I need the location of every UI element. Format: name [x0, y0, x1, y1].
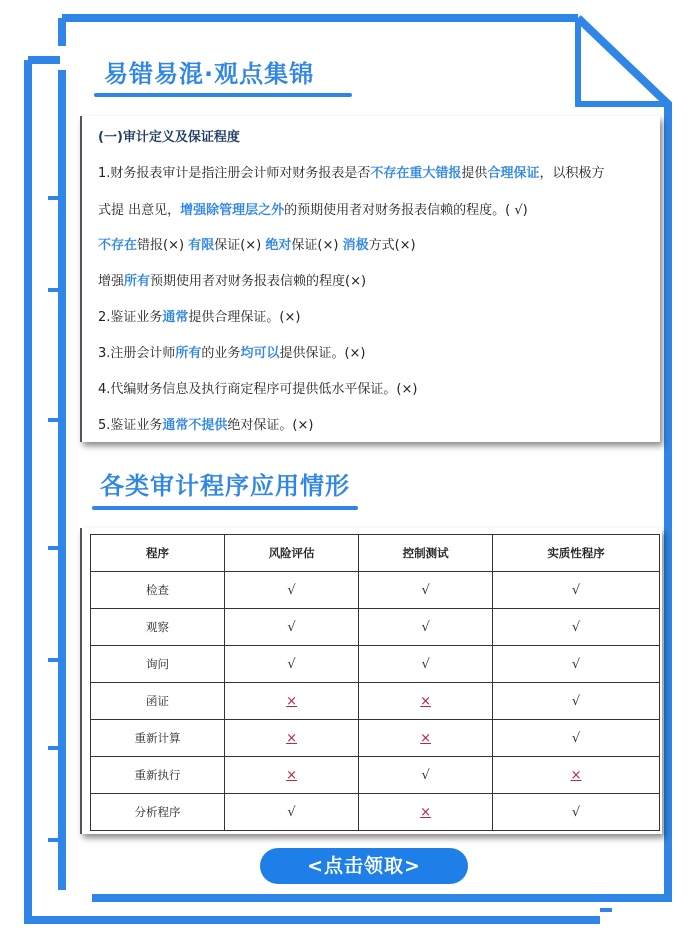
text-line-5: [98, 306, 300, 325]
text: 绝对保证。(×): [227, 418, 314, 433]
procedure-name-cell: 检查: [91, 572, 225, 609]
table-row: [91, 794, 660, 831]
applicability-cell: [359, 609, 493, 646]
applicability-cell: [359, 646, 493, 683]
applicability-cell: [493, 720, 660, 757]
applicability-cell: [493, 757, 660, 794]
text: 5.鉴证业务: [98, 418, 163, 433]
table-row: [91, 609, 660, 646]
applicability-cell: [359, 683, 493, 720]
applicability-cell: [225, 646, 359, 683]
column-header: 程序: [91, 535, 225, 572]
card-heading: (一)审计定义及保证程度: [98, 130, 240, 145]
procedure-name-cell: 重新计算: [91, 720, 225, 757]
column-header: 实质性程序: [493, 535, 660, 572]
check-mark: √: [571, 582, 581, 598]
highlight-text: 绝对: [265, 238, 292, 253]
applicability-cell: [493, 794, 660, 831]
text: 增强: [98, 274, 125, 289]
check-mark: √: [571, 619, 581, 635]
text-line-8: [98, 414, 313, 433]
check-mark: √: [287, 619, 296, 635]
highlight-text: 所有: [175, 346, 202, 361]
text: 提供: [461, 166, 488, 181]
text-line-3: [98, 234, 416, 253]
applicability-cell: [493, 609, 660, 646]
highlight-text: 均可以: [240, 346, 280, 361]
applicability-cell: [359, 572, 493, 609]
audit-definition-card: [80, 116, 660, 442]
table-row: [91, 572, 660, 609]
cross-mark: ×: [286, 767, 298, 783]
text: 式提 出意见，: [98, 203, 181, 218]
applicability-cell: [225, 572, 359, 609]
check-mark: √: [287, 582, 296, 598]
highlight-text: 消极: [342, 238, 369, 253]
section-title-procedures: 各类审计程序应用情形: [100, 472, 350, 500]
text: 3.注册会计师: [98, 346, 176, 361]
text-line-4: [98, 270, 366, 289]
applicability-cell: [359, 720, 493, 757]
text: 保证(×): [291, 238, 343, 253]
highlight-text: 合理保证: [487, 166, 540, 181]
applicability-cell: [225, 757, 359, 794]
check-mark: √: [287, 656, 296, 672]
check-mark: √: [421, 619, 430, 635]
claim-button[interactable]: <点击领取>: [260, 848, 468, 884]
procedures-table: [90, 534, 660, 831]
procedure-name-cell: 询问: [91, 646, 225, 683]
applicability-cell: [493, 683, 660, 720]
text-line-1: [98, 162, 604, 181]
highlight-text: 增强除管理层之外: [180, 203, 285, 218]
column-header: 风险评估: [225, 535, 359, 572]
applicability-cell: [225, 683, 359, 720]
applicability-cell: [225, 794, 359, 831]
section-title-viewpoints: 易错易混·观点集锦: [104, 60, 315, 88]
check-mark: √: [571, 656, 581, 672]
text: 1.财务报表审计是指注册会计师对财务报表是否: [98, 166, 371, 181]
check-mark: √: [421, 582, 430, 598]
highlight-text: 所有: [124, 274, 151, 289]
check-mark: √: [571, 804, 581, 820]
table-body: [91, 572, 660, 831]
table-row: [91, 720, 660, 757]
table-row: [91, 757, 660, 794]
text: ，以积极方: [539, 166, 605, 181]
applicability-cell: [359, 794, 493, 831]
cross-mark: ×: [420, 730, 432, 746]
cross-mark: ×: [420, 804, 432, 820]
procedure-name-cell: 函证: [91, 683, 225, 720]
procedure-name-cell: 重新执行: [91, 757, 225, 794]
check-mark: √: [421, 656, 430, 672]
text: 的预期使用者对财务报表信赖的程度。( √): [284, 203, 528, 218]
section-underline: [94, 93, 352, 97]
applicability-cell: [225, 720, 359, 757]
highlight-text: 不存在: [98, 238, 138, 253]
text: 方式(×): [368, 238, 416, 253]
procedure-name-cell: 观察: [91, 609, 225, 646]
check-mark: √: [421, 767, 430, 783]
table-row: [91, 683, 660, 720]
procedure-name-cell: 分析程序: [91, 794, 225, 831]
cross-mark: ×: [570, 767, 582, 783]
text: 2.鉴证业务: [98, 310, 163, 325]
procedures-table-card: [80, 528, 662, 834]
text: 提供合理保证。(×): [188, 310, 301, 325]
applicability-cell: [225, 609, 359, 646]
check-mark: √: [571, 693, 581, 709]
applicability-cell: [493, 572, 660, 609]
text-line-6: [98, 342, 366, 361]
highlight-text: 通常: [162, 310, 189, 325]
table-header-row: [91, 535, 660, 572]
text: 提供保证。(×): [279, 346, 366, 361]
highlight-text: 不存在重大错报: [370, 166, 462, 181]
highlight-text: 有限: [188, 238, 215, 253]
text: 保证(×): [214, 238, 266, 253]
table-row: [91, 646, 660, 683]
check-mark: √: [287, 804, 296, 820]
cross-mark: ×: [420, 693, 432, 709]
cross-mark: ×: [286, 730, 298, 746]
section-underline: [92, 506, 358, 510]
applicability-cell: [359, 757, 493, 794]
text: 错报(×): [137, 238, 189, 253]
highlight-text: 通常不提供: [162, 418, 228, 433]
text: 预期使用者对财务报表信赖的程度(×): [150, 274, 367, 289]
text-line-7: 4.代编财务信息及执行商定程序可提供低水平保证。(×): [98, 382, 418, 397]
cross-mark: ×: [286, 693, 298, 709]
text: 的业务: [201, 346, 241, 361]
column-header: 控制测试: [359, 535, 493, 572]
text-line-2: [98, 199, 528, 218]
check-mark: √: [571, 730, 581, 746]
applicability-cell: [493, 646, 660, 683]
